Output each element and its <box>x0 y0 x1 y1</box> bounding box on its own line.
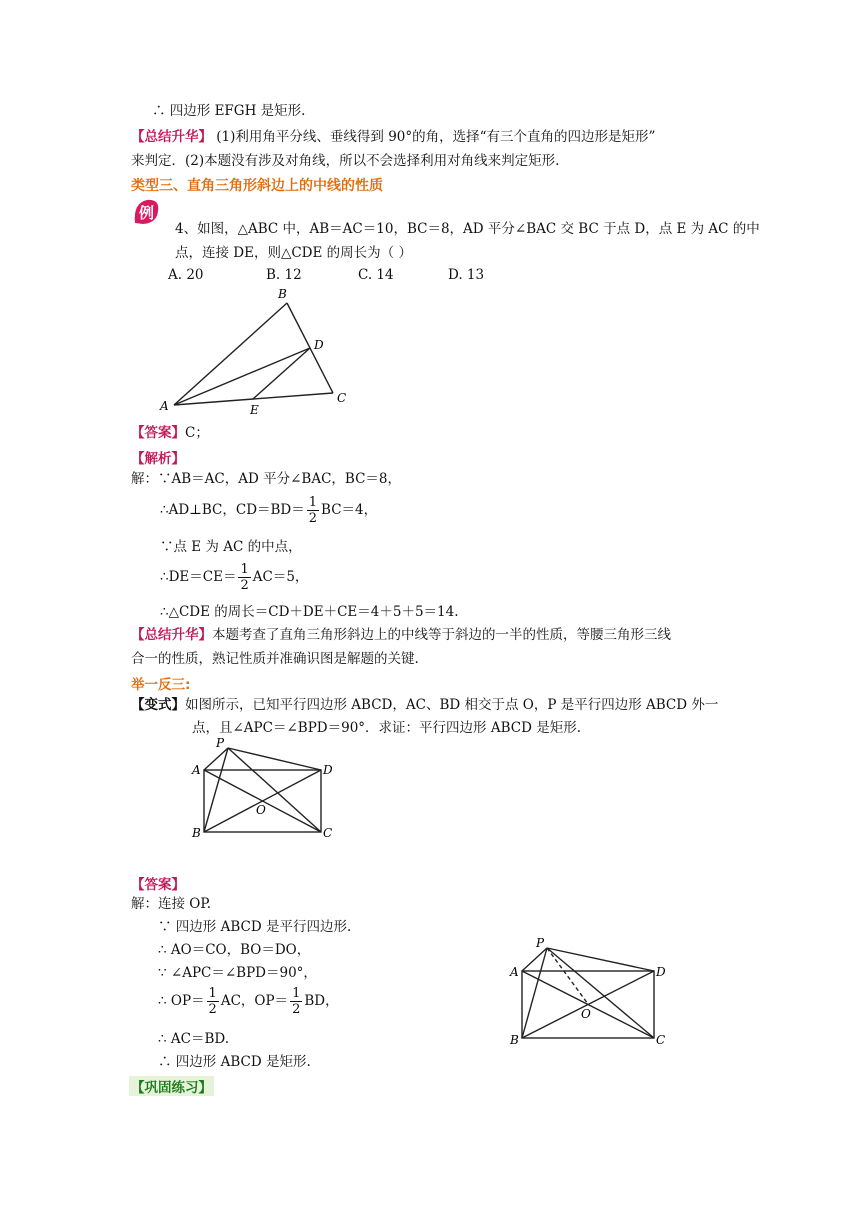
summary-label: 【总结升华】 <box>131 129 212 145</box>
proof-line-6: ∴ 四边形 ABCD 是矩形. <box>158 1054 311 1070</box>
label-o: O <box>256 803 266 817</box>
label-c: C <box>337 391 347 405</box>
answer-value: C； <box>185 425 209 441</box>
proof-4-text: ∴ OP＝ <box>158 993 205 1009</box>
label-a: A <box>510 965 519 979</box>
svg-text:例: 例 <box>139 204 155 222</box>
proof-4-tail: BD， <box>304 993 339 1009</box>
solution-2-tail: BC＝4， <box>321 502 378 518</box>
variant-label: 【变式】 <box>131 697 185 713</box>
solution-line-5: ∴△CDE 的周长＝CD＋DE＋CE＝4＋5＋5＝14. <box>160 604 459 620</box>
option-d: D. 13 <box>448 267 485 283</box>
proof-line-5: ∴ AC＝BD. <box>158 1031 230 1047</box>
label-e: E <box>250 403 259 417</box>
proof-intro: 解：连接 OP. <box>131 896 211 912</box>
solution-line-4 <box>160 562 308 593</box>
segment-op-dashed <box>547 948 588 1004</box>
proof-4-mid: AC，OP＝ <box>220 993 289 1009</box>
summary-text: 本题考查了直角三角形斜边上的中线等于斜边的一半的性质，等腰三角形三线 <box>212 627 671 643</box>
fraction-denominator: 2 <box>208 1002 217 1017</box>
solution-line-2 <box>160 495 377 526</box>
practice-heading: 举一反三: <box>131 677 191 693</box>
variant-line2: 点，且∠APC＝∠BPD＝90°．求证：平行四边形 ABCD 是矩形. <box>192 720 581 736</box>
segment-pd <box>228 748 321 770</box>
segment-pc <box>547 948 654 1038</box>
variant-text: 如图所示，已知平行四边形 ABCD，AC、BD 相交于点 O，P 是平行四边形 ABCD 外一 <box>185 697 719 713</box>
analysis-label: 【解析】 <box>131 451 185 467</box>
fraction-denominator: 2 <box>292 1002 301 1017</box>
variant-line1 <box>131 696 718 714</box>
solution-2-text: ∴AD⊥BC，CD＝BD＝ <box>160 502 305 518</box>
segment-pb <box>204 748 228 832</box>
solution-4-text: ∴DE＝CE＝ <box>160 569 237 585</box>
label-b: B <box>192 826 201 840</box>
answer-2-label: 【答案】 <box>131 877 185 893</box>
segment-de <box>253 348 310 399</box>
solution-line-3: ∵点 E 为 AC 的中点， <box>160 539 302 555</box>
proof-line-2: ∴ AO＝CO，BO＝DO， <box>158 942 311 958</box>
summary-2 <box>131 626 671 644</box>
fraction-numerator: 1 <box>240 562 249 577</box>
solution-intro: 解：∵AB＝AC，AD 平分∠BAC，BC＝8， <box>131 471 402 487</box>
fraction-numerator: 1 <box>292 986 301 1001</box>
fraction-numerator: 1 <box>208 986 217 1001</box>
label-p: P <box>216 736 225 750</box>
label-p: P <box>536 936 545 950</box>
conclusion-line: ∴ 四边形 EFGH 是矩形. <box>152 103 306 119</box>
example-badge-icon <box>131 197 161 227</box>
rectangle-figure <box>190 736 340 842</box>
label-b: B <box>278 287 287 301</box>
fraction-half <box>238 562 250 593</box>
label-b: B <box>510 1033 519 1047</box>
fraction-denominator: 2 <box>240 578 249 593</box>
consolidation-practice-label: 【巩固练习】 <box>129 1076 214 1096</box>
label-o: O <box>581 1007 591 1021</box>
fraction-numerator: 1 <box>308 495 318 510</box>
answer-row <box>131 424 209 442</box>
label-a: A <box>192 763 201 777</box>
label-d: D <box>323 763 333 777</box>
label-d: D <box>656 965 666 979</box>
option-c: C. 14 <box>358 267 394 283</box>
edge-ab <box>174 303 287 405</box>
fraction-denominator: 2 <box>308 511 318 526</box>
label-a: A <box>160 399 169 413</box>
segment-pb <box>522 948 547 1038</box>
section-title: 类型三、直角三角形斜边上的中线的性质 <box>131 178 383 194</box>
summary-1 <box>131 128 655 146</box>
summary-2-cont: 合一的性质，熟记性质并准确识图是解题的关键. <box>131 651 419 667</box>
fraction-half <box>307 495 319 526</box>
label-d: D <box>314 338 324 352</box>
fraction-half <box>290 986 302 1017</box>
summary-1-cont: 来判定．(2)本题没有涉及对角线，所以不会选择利用对角线来判定矩形. <box>131 153 560 169</box>
answer-label: 【答案】 <box>131 425 185 441</box>
proof-line-1: ∵ 四边形 ABCD 是平行四边形. <box>158 919 352 935</box>
proof-line-3: ∵ ∠APC＝∠BPD＝90°， <box>158 965 317 981</box>
proof-line-4 <box>158 986 339 1017</box>
fraction-half <box>207 986 219 1017</box>
question-4-line2: 点，连接 DE，则△CDE 的周长为（ ） <box>175 245 412 261</box>
triangle-figure <box>150 283 360 423</box>
solution-4-tail: AC＝5， <box>252 569 309 585</box>
rectangle-figure-op <box>505 936 675 1048</box>
option-b: B. 12 <box>266 267 302 283</box>
segment-pd <box>547 948 654 971</box>
option-a: A. 20 <box>168 267 204 283</box>
question-4-line1: 4、如图，△ABC 中，AB＝AC＝10，BC＝8，AD 平分∠BAC 交 BC 于点 D，点 E 为 AC 的中 <box>175 221 760 237</box>
summary-text: (1)利用角平分线、垂线得到 90°的角，选择“有三个直角的四边形是矩形” <box>212 129 656 145</box>
label-c: C <box>656 1033 666 1047</box>
summary-label: 【总结升华】 <box>131 627 212 643</box>
label-c: C <box>323 826 333 840</box>
